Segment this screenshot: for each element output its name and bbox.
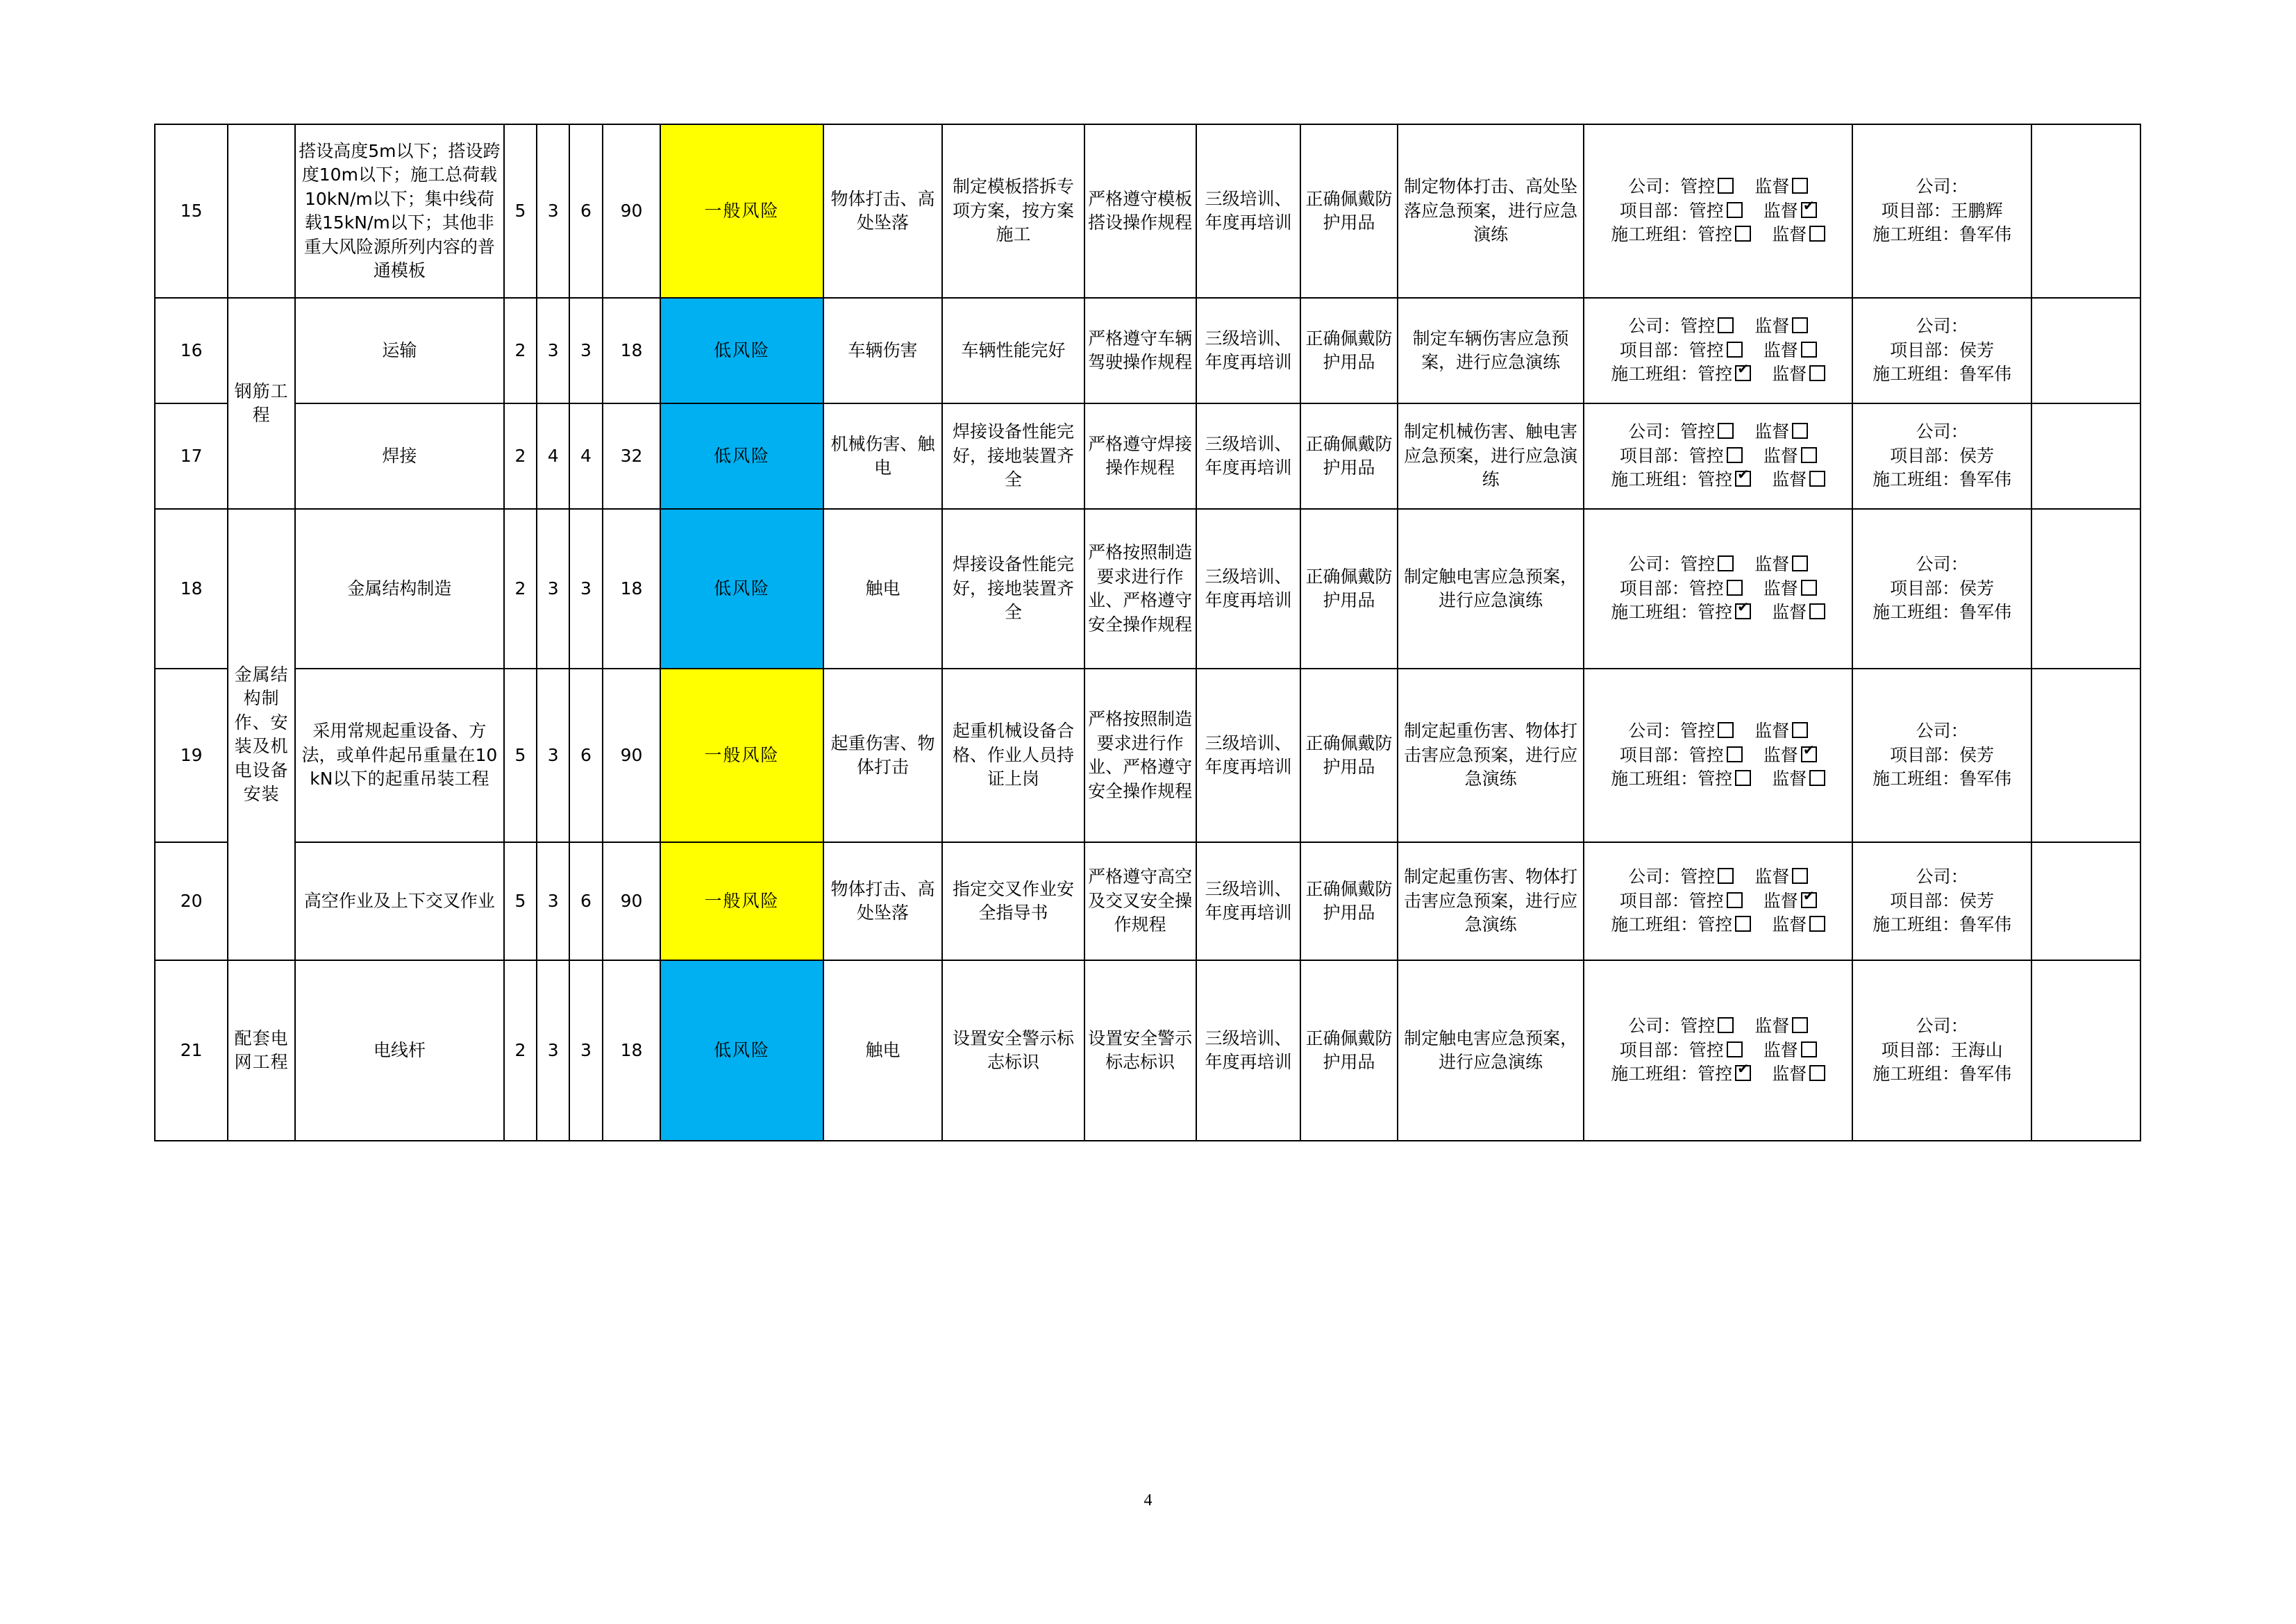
checkbox-label: 监督 (1772, 224, 1807, 245)
checkbox-unchecked[interactable] (1727, 580, 1743, 596)
row-ppe-measure: 正确佩戴防护用品 (1300, 403, 1398, 509)
checkbox-unchecked[interactable] (1801, 580, 1817, 596)
responsibility-label: 公司： (1628, 554, 1681, 575)
checkbox-label: 管控 (1680, 867, 1716, 887)
checkbox-label: 管控 (1680, 421, 1716, 442)
row-e: 3 (537, 298, 569, 403)
row-number: 16 (155, 298, 228, 403)
checkbox-unchecked[interactable] (1735, 770, 1751, 786)
table-row (155, 509, 2140, 669)
person-line: 施工班组：鲁军伟 (1872, 602, 2012, 623)
row-number: 19 (155, 669, 228, 842)
checkbox-unchecked[interactable] (1801, 447, 1817, 463)
row-emergency-measure: 制定起重伤害、物体打击害应急预案，进行应急演练 (1398, 842, 1584, 960)
person-line: 项目部：侯芳 (1890, 578, 1995, 598)
checkbox-label: 管控 (1689, 890, 1724, 911)
category-group-power: 配套电网工程 (228, 960, 295, 1141)
person-line: 施工班组：鲁军伟 (1872, 224, 2012, 245)
person-line: 项目部：侯芳 (1890, 445, 1995, 466)
table-row (155, 669, 2140, 842)
row-e: 3 (537, 509, 569, 669)
checkbox-unchecked[interactable] (1727, 202, 1743, 218)
row-responsible-person (1852, 960, 2031, 1141)
row-management-measure: 严格遵守模板搭设操作规程 (1084, 124, 1196, 298)
checkbox-label: 管控 (1689, 578, 1724, 598)
row-remark (2031, 842, 2140, 960)
row-training-measure: 三级培训、年度再培训 (1196, 842, 1300, 960)
row-e: 4 (537, 403, 569, 509)
checkbox-label: 管控 (1698, 1064, 1733, 1085)
checkbox-unchecked[interactable] (1809, 365, 1825, 381)
checkbox-label: 监督 (1763, 445, 1798, 466)
responsibility-label: 公司： (1628, 721, 1681, 742)
row-l: 5 (504, 669, 537, 842)
page-number: 4 (1143, 1491, 1153, 1509)
responsibility-label: 施工班组： (1611, 914, 1698, 935)
checkbox-label: 管控 (1680, 1016, 1716, 1037)
row-remark (2031, 669, 2140, 842)
person-line: 施工班组：鲁军伟 (1872, 1064, 2012, 1085)
row-l: 5 (504, 124, 537, 298)
row-hazard: 物体打击、高处坠落 (823, 842, 943, 960)
person-line: 施工班组：鲁军伟 (1872, 469, 2012, 490)
risk-level-badge: 一般风险 (660, 842, 823, 960)
row-responsibility-checkboxes[interactable] (1584, 298, 1852, 403)
row-activity: 运输 (295, 298, 504, 403)
row-activity: 搭设高度5m以下；搭设跨度10m以下；施工总荷载10kN/m以下；集中线荷载15kN/m以下；其他非重大风险源所列内容的普通模板 (295, 124, 504, 298)
row-ppe-measure: 正确佩戴防护用品 (1300, 842, 1398, 960)
row-responsible-person (1852, 842, 2031, 960)
responsibility-label: 施工班组： (1611, 364, 1698, 385)
checkbox-unchecked[interactable] (1718, 555, 1734, 571)
person-line: 施工班组：鲁军伟 (1872, 914, 2012, 935)
person-line: 项目部：侯芳 (1890, 890, 1995, 911)
row-ppe-measure: 正确佩戴防护用品 (1300, 669, 1398, 842)
category-group-metal: 金属结构制作、安装及机电设备安装 (228, 509, 295, 960)
row-responsibility-checkboxes[interactable] (1584, 509, 1852, 669)
checkbox-label: 监督 (1772, 769, 1807, 789)
responsibility-label: 项目部： (1619, 1039, 1689, 1060)
row-engineering-measure: 车辆性能完好 (942, 298, 1084, 403)
row-hazard: 机械伤害、触电 (823, 403, 943, 509)
row-emergency-measure: 制定物体打击、高处坠落应急预案，进行应急演练 (1398, 124, 1584, 298)
checkbox-label: 监督 (1754, 316, 1790, 337)
checkbox-checked[interactable] (1735, 471, 1751, 487)
risk-assessment-table (154, 124, 2141, 1141)
checkbox-unchecked[interactable] (1718, 317, 1734, 333)
checkbox-label: 监督 (1772, 1064, 1807, 1085)
responsibility-line (1587, 744, 1849, 768)
table-row (155, 842, 2140, 960)
responsibility-line (1587, 1039, 1849, 1063)
checkbox-unchecked[interactable] (1718, 178, 1734, 194)
checkbox-checked[interactable] (1801, 202, 1817, 218)
row-d: 18 (603, 509, 661, 669)
row-activity: 电线杆 (295, 960, 504, 1141)
row-l: 5 (504, 842, 537, 960)
row-remark (2031, 298, 2140, 403)
risk-level-badge: 低风险 (660, 960, 823, 1141)
row-hazard: 起重伤害、物体打击 (823, 669, 943, 842)
row-d: 32 (603, 403, 661, 509)
row-responsibility-checkboxes[interactable] (1584, 403, 1852, 509)
row-l: 2 (504, 298, 537, 403)
row-l: 2 (504, 509, 537, 669)
person-line: 施工班组：鲁军伟 (1872, 769, 2012, 789)
checkbox-label: 监督 (1763, 744, 1798, 765)
responsibility-line (1587, 553, 1849, 577)
checkbox-label: 监督 (1754, 867, 1790, 887)
row-engineering-measure: 起重机械设备合格、作业人员持证上岗 (942, 669, 1084, 842)
responsibility-label: 施工班组： (1611, 602, 1698, 623)
responsibility-line (1587, 865, 1849, 889)
responsibility-label: 公司： (1628, 316, 1681, 337)
checkbox-unchecked[interactable] (1809, 471, 1825, 487)
checkbox-label: 监督 (1763, 578, 1798, 598)
row-training-measure: 三级培训、年度再培训 (1196, 960, 1300, 1141)
checkbox-label: 管控 (1689, 340, 1724, 360)
category-group-steel: 钢筋工程 (228, 298, 295, 509)
row-emergency-measure: 制定触电害应急预案，进行应急演练 (1398, 960, 1584, 1141)
table-row (155, 960, 2140, 1141)
checkbox-unchecked[interactable] (1727, 892, 1743, 908)
row-remark (2031, 509, 2140, 669)
checkbox-unchecked[interactable] (1735, 916, 1751, 932)
responsibility-line (1587, 719, 1849, 744)
row-activity: 采用常规起重设备、方法，或单件起吊重量在10kN以下的起重吊装工程 (295, 669, 504, 842)
row-d: 18 (603, 960, 661, 1141)
checkbox-label: 监督 (1763, 340, 1798, 360)
row-engineering-measure: 焊接设备性能完好，接地装置齐全 (942, 403, 1084, 509)
checkbox-checked[interactable] (1735, 1065, 1751, 1081)
row-c: 4 (569, 403, 602, 509)
person-line: 项目部：王海山 (1881, 1039, 2003, 1060)
row-management-measure: 严格遵守焊接操作规程 (1084, 403, 1196, 509)
responsibility-line (1587, 444, 1849, 469)
row-management-measure: 严格遵守高空及交叉安全操作规程 (1084, 842, 1196, 960)
person-line: 公司： (1916, 867, 1968, 887)
checkbox-label: 管控 (1680, 316, 1716, 337)
row-responsible-person (1852, 298, 2031, 403)
row-e: 3 (537, 960, 569, 1141)
checkbox-unchecked[interactable] (1809, 603, 1825, 619)
checkbox-label: 管控 (1689, 445, 1724, 466)
row-e: 3 (537, 669, 569, 842)
row-responsible-person (1852, 403, 2031, 509)
responsibility-line (1587, 913, 1849, 937)
checkbox-label: 管控 (1698, 769, 1733, 789)
row-management-measure: 严格按照制造要求进行作业、严格遵守安全操作规程 (1084, 509, 1196, 669)
checkbox-unchecked[interactable] (1792, 178, 1808, 194)
row-engineering-measure: 焊接设备性能完好，接地装置齐全 (942, 509, 1084, 669)
row-d: 90 (603, 669, 661, 842)
checkbox-label: 监督 (1754, 421, 1790, 442)
checkbox-label: 监督 (1754, 1016, 1790, 1037)
checkbox-unchecked[interactable] (1801, 1041, 1817, 1057)
responsibility-line (1587, 223, 1849, 247)
responsibility-label: 公司： (1628, 176, 1681, 197)
row-category-empty (228, 124, 295, 298)
row-responsibility-checkboxes[interactable] (1584, 960, 1852, 1141)
row-remark (2031, 403, 2140, 509)
checkbox-unchecked[interactable] (1792, 555, 1808, 571)
row-training-measure: 三级培训、年度再培训 (1196, 124, 1300, 298)
table-row (155, 124, 2140, 298)
responsibility-label: 施工班组： (1611, 1064, 1698, 1085)
checkbox-unchecked[interactable] (1792, 317, 1808, 333)
checkbox-checked[interactable] (1801, 746, 1817, 762)
checkbox-unchecked[interactable] (1718, 423, 1734, 439)
responsibility-line (1587, 175, 1849, 199)
row-training-measure: 三级培训、年度再培训 (1196, 298, 1300, 403)
checkbox-unchecked[interactable] (1718, 722, 1734, 738)
checkbox-label: 管控 (1680, 176, 1716, 197)
responsibility-line (1587, 315, 1849, 339)
checkbox-label: 监督 (1763, 1039, 1798, 1060)
checkbox-unchecked[interactable] (1792, 1017, 1808, 1033)
person-line: 项目部：王鹏辉 (1881, 200, 2003, 221)
checkbox-label: 监督 (1754, 176, 1790, 197)
checkbox-unchecked[interactable] (1792, 423, 1808, 439)
responsibility-label: 施工班组： (1611, 469, 1698, 490)
row-c: 6 (569, 842, 602, 960)
responsibility-label: 公司： (1628, 867, 1681, 887)
checkbox-label: 监督 (1754, 721, 1790, 742)
checkbox-label: 监督 (1772, 469, 1807, 490)
person-line: 公司： (1916, 176, 1968, 197)
checkbox-unchecked[interactable] (1727, 342, 1743, 358)
checkbox-checked[interactable] (1735, 603, 1751, 619)
checkbox-label: 管控 (1698, 602, 1733, 623)
row-ppe-measure: 正确佩戴防护用品 (1300, 124, 1398, 298)
row-hazard: 触电 (823, 509, 943, 669)
row-hazard: 触电 (823, 960, 943, 1141)
responsibility-label: 公司： (1628, 421, 1681, 442)
row-d: 90 (603, 842, 661, 960)
responsibility-label: 项目部： (1619, 200, 1689, 221)
checkbox-unchecked[interactable] (1792, 722, 1808, 738)
row-responsible-person (1852, 669, 2031, 842)
row-ppe-measure: 正确佩戴防护用品 (1300, 298, 1398, 403)
checkbox-label: 监督 (1772, 602, 1807, 623)
checkbox-unchecked[interactable] (1727, 447, 1743, 463)
row-responsibility-checkboxes[interactable] (1584, 124, 1852, 298)
risk-assessment-table-wrapper (154, 124, 2141, 1141)
checkbox-unchecked[interactable] (1809, 770, 1825, 786)
risk-level-badge: 一般风险 (660, 669, 823, 842)
person-line: 施工班组：鲁军伟 (1872, 364, 2012, 385)
risk-level-badge: 低风险 (660, 403, 823, 509)
responsibility-label: 项目部： (1619, 890, 1689, 911)
checkbox-unchecked[interactable] (1809, 1065, 1825, 1081)
checkbox-label: 管控 (1698, 364, 1733, 385)
checkbox-label: 监督 (1763, 890, 1798, 911)
row-e: 3 (537, 842, 569, 960)
checkbox-label: 管控 (1689, 744, 1724, 765)
row-number: 15 (155, 124, 228, 298)
row-training-measure: 三级培训、年度再培训 (1196, 669, 1300, 842)
responsibility-label: 公司： (1628, 1016, 1681, 1037)
person-line: 公司： (1916, 554, 1968, 575)
responsibility-line (1587, 339, 1849, 363)
checkbox-unchecked[interactable] (1809, 916, 1825, 932)
table-row (155, 298, 2140, 403)
row-training-measure: 三级培训、年度再培训 (1196, 403, 1300, 509)
row-engineering-measure: 指定交叉作业安全指导书 (942, 842, 1084, 960)
checkbox-unchecked[interactable] (1735, 226, 1751, 242)
checkbox-label: 监督 (1754, 554, 1790, 575)
row-number: 21 (155, 960, 228, 1141)
responsibility-line (1587, 1062, 1849, 1087)
checkbox-checked[interactable] (1735, 365, 1751, 381)
checkbox-label: 管控 (1680, 721, 1716, 742)
responsibility-label: 施工班组： (1611, 769, 1698, 789)
person-line: 公司： (1916, 721, 1968, 742)
checkbox-label: 管控 (1698, 914, 1733, 935)
row-number: 17 (155, 403, 228, 509)
responsibility-line (1587, 1014, 1849, 1039)
row-engineering-measure: 设置安全警示标志标识 (942, 960, 1084, 1141)
checkbox-unchecked[interactable] (1809, 226, 1825, 242)
checkbox-label: 监督 (1772, 364, 1807, 385)
row-ppe-measure: 正确佩戴防护用品 (1300, 509, 1398, 669)
row-c: 6 (569, 124, 602, 298)
person-line: 公司： (1916, 1016, 1968, 1037)
responsibility-line (1587, 577, 1849, 601)
row-responsible-person (1852, 509, 2031, 669)
row-c: 3 (569, 509, 602, 669)
checkbox-label: 监督 (1763, 200, 1798, 221)
responsibility-line (1587, 601, 1849, 625)
row-activity: 焊接 (295, 403, 504, 509)
checkbox-unchecked[interactable] (1792, 868, 1808, 884)
checkbox-label: 管控 (1689, 200, 1724, 221)
row-responsible-person (1852, 124, 2031, 298)
row-responsibility-checkboxes[interactable] (1584, 842, 1852, 960)
row-emergency-measure: 制定起重伤害、物体打击害应急预案，进行应急演练 (1398, 669, 1584, 842)
row-l: 2 (504, 403, 537, 509)
risk-level-badge: 一般风险 (660, 124, 823, 298)
row-remark (2031, 960, 2140, 1141)
checkbox-label: 管控 (1680, 554, 1716, 575)
row-emergency-measure: 制定触电害应急预案，进行应急演练 (1398, 509, 1584, 669)
responsibility-line (1587, 420, 1849, 444)
row-hazard: 物体打击、高处坠落 (823, 124, 943, 298)
row-emergency-measure: 制定车辆伤害应急预案，进行应急演练 (1398, 298, 1584, 403)
row-activity: 高空作业及上下交叉作业 (295, 842, 504, 960)
row-hazard: 车辆伤害 (823, 298, 943, 403)
row-d: 18 (603, 298, 661, 403)
row-e: 3 (537, 124, 569, 298)
row-c: 3 (569, 960, 602, 1141)
row-c: 3 (569, 298, 602, 403)
checkbox-unchecked[interactable] (1801, 342, 1817, 358)
responsibility-line (1587, 767, 1849, 792)
row-emergency-measure: 制定机械伤害、触电害应急预案，进行应急演练 (1398, 403, 1584, 509)
person-line: 项目部：侯芳 (1890, 744, 1995, 765)
checkbox-checked[interactable] (1801, 892, 1817, 908)
checkbox-unchecked[interactable] (1727, 1041, 1743, 1057)
risk-level-badge: 低风险 (660, 509, 823, 669)
row-l: 2 (504, 960, 537, 1141)
responsibility-label: 施工班组： (1611, 224, 1698, 245)
row-activity: 金属结构制造 (295, 509, 504, 669)
table-row (155, 403, 2140, 509)
row-engineering-measure: 制定模板搭拆专项方案，按方案施工 (942, 124, 1084, 298)
checkbox-unchecked[interactable] (1718, 1017, 1734, 1033)
responsibility-label: 项目部： (1619, 744, 1689, 765)
checkbox-label: 管控 (1689, 1039, 1724, 1060)
responsibility-line (1587, 468, 1849, 492)
responsibility-line (1587, 199, 1849, 224)
checkbox-label: 监督 (1772, 914, 1807, 935)
checkbox-unchecked[interactable] (1727, 746, 1743, 762)
row-number: 18 (155, 509, 228, 669)
row-c: 6 (569, 669, 602, 842)
responsibility-line (1587, 362, 1849, 387)
person-line: 公司： (1916, 421, 1968, 442)
row-number: 20 (155, 842, 228, 960)
checkbox-unchecked[interactable] (1718, 868, 1734, 884)
responsibility-label: 项目部： (1619, 445, 1689, 466)
row-management-measure: 设置安全警示标志标识 (1084, 960, 1196, 1141)
responsibility-label: 项目部： (1619, 340, 1689, 360)
row-ppe-measure: 正确佩戴防护用品 (1300, 960, 1398, 1141)
checkbox-label: 管控 (1698, 469, 1733, 490)
risk-level-badge: 低风险 (660, 298, 823, 403)
row-d: 90 (603, 124, 661, 298)
responsibility-line (1587, 889, 1849, 914)
row-training-measure: 三级培训、年度再培训 (1196, 509, 1300, 669)
responsibility-label: 项目部： (1619, 578, 1689, 598)
row-remark (2031, 124, 2140, 298)
row-responsibility-checkboxes[interactable] (1584, 669, 1852, 842)
person-line: 公司： (1916, 316, 1968, 337)
checkbox-label: 管控 (1698, 224, 1733, 245)
row-management-measure: 严格按照制造要求进行作业、严格遵守安全操作规程 (1084, 669, 1196, 842)
person-line: 项目部：侯芳 (1890, 340, 1995, 360)
row-management-measure: 严格遵守车辆驾驶操作规程 (1084, 298, 1196, 403)
